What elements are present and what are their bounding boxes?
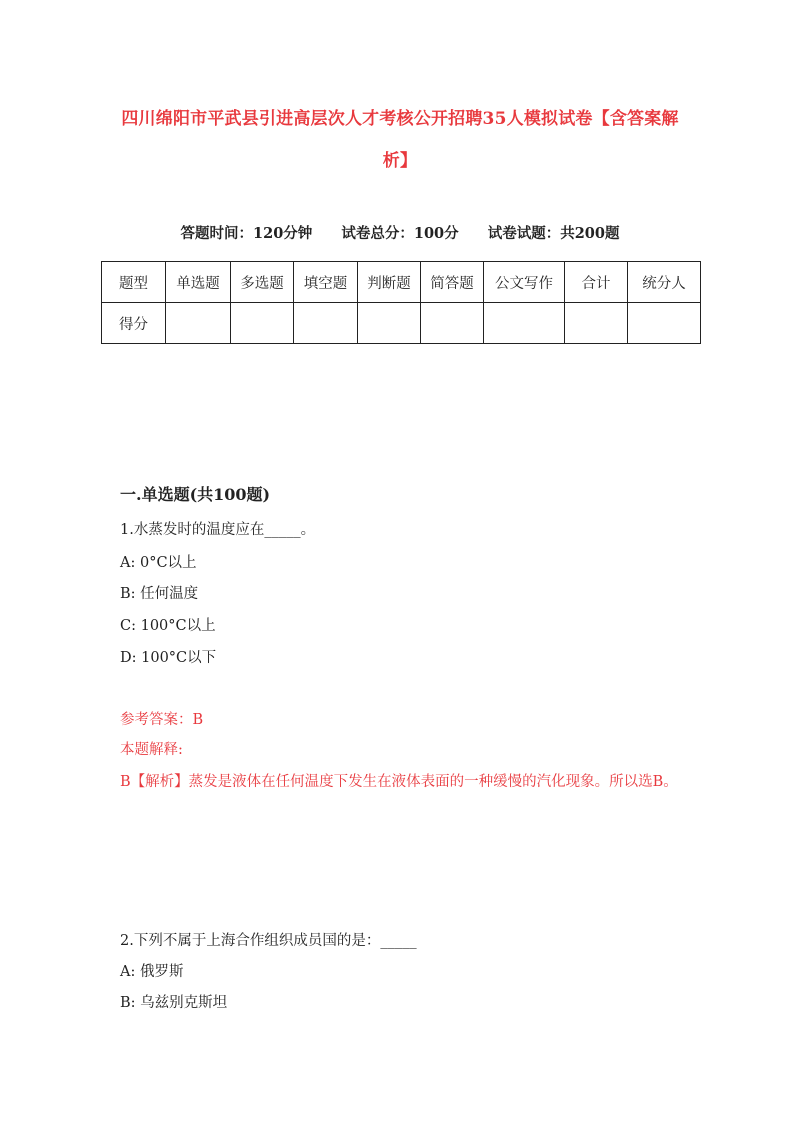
score-cell: [484, 303, 565, 344]
table-header-cell: 判断题: [358, 262, 421, 303]
document-title: 四川绵阳市平武县引进高层次人才考核公开招聘35人模拟试卷【含答案解析】: [121, 109, 679, 171]
table-row-label: 得分: [102, 303, 166, 344]
table-header-cell: 题型: [102, 262, 166, 303]
question-1-option-c: C: 100°C以上: [120, 618, 216, 634]
table-header-cell: 填空题: [294, 262, 358, 303]
score-table-header-row: [102, 262, 701, 303]
score-cell: [628, 303, 701, 344]
question-1-option-d: D: 100°C以下: [120, 650, 217, 666]
section-heading: 一.单选题(共100题): [120, 485, 271, 504]
exam-total-score: 试卷总分：100分: [341, 225, 459, 242]
question-1-option-b: B: 任何温度: [120, 586, 199, 602]
score-cell: [166, 303, 231, 344]
question-1-explanation: B【解析】蒸发是液体在任何温度下发生在液体表面的一种缓慢的汽化现象。所以选B。: [120, 774, 678, 790]
question-2-stem: 2.下列不属于上海合作组织成员国的是：_____: [120, 933, 417, 949]
question-2-option-a: A: 俄罗斯: [120, 964, 184, 980]
table-header-cell: 公文写作: [484, 262, 565, 303]
question-2-option-b: B: 乌兹别克斯坦: [120, 995, 228, 1011]
table-header-cell: 统分人: [628, 262, 701, 303]
question-1-answer: 参考答案：B: [120, 712, 204, 728]
score-table-score-row: [102, 303, 701, 344]
question-1-option-a: A: 0°C以上: [120, 555, 197, 571]
question-1-stem: 1.水蒸发时的温度应在_____。: [120, 522, 316, 538]
score-cell: [565, 303, 628, 344]
exam-time: 答题时间：120分钟: [180, 225, 313, 242]
score-table: [101, 261, 701, 344]
table-header-cell: 简答题: [421, 262, 484, 303]
score-cell: [231, 303, 294, 344]
score-cell: [358, 303, 421, 344]
exam-question-count: 试卷试题：共200题: [487, 225, 620, 242]
score-cell: [421, 303, 484, 344]
question-1-explain-label: 本题解释:: [120, 742, 183, 758]
score-cell: [294, 303, 358, 344]
exam-meta: [0, 222, 800, 243]
table-header-cell: 单选题: [166, 262, 231, 303]
table-header-cell: 多选题: [231, 262, 294, 303]
table-header-cell: 合计: [565, 262, 628, 303]
